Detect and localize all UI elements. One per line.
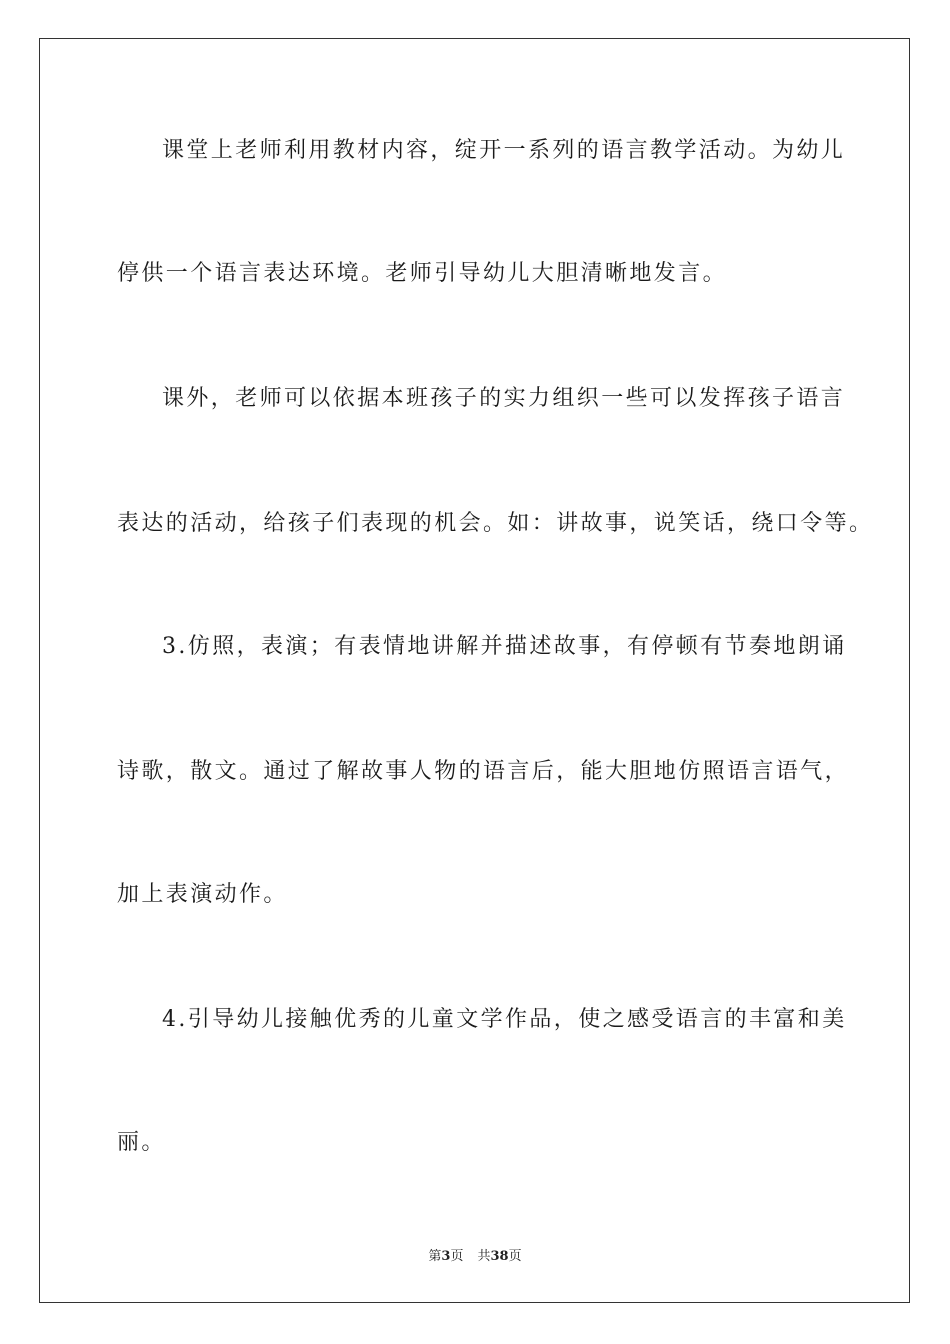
paragraph-1-line-2: 停供一个语言表达环境。老师引导幼儿大胆清晰地发言。 xyxy=(117,261,728,286)
paragraph-1-line-1: 课堂上老师利用教材内容，绽开一系列的语言教学活动。为幼儿 xyxy=(162,138,846,163)
paragraph-2-line-1: 课外，老师可以依据本班孩子的实力组织一些可以发挥孩子语言 xyxy=(162,386,846,411)
paragraph-3-line-2: 诗歌，散文。通过了解故事人物的语言后，能大胆地仿照语言语气， xyxy=(117,759,850,784)
total-suffix: 页 xyxy=(508,1249,522,1264)
paragraph-2-line-2: 表达的活动，给孩子们表现的机会。如：讲故事，说笑话，绕口令等。 xyxy=(117,511,874,536)
page-prefix: 第 xyxy=(428,1249,442,1264)
total-pages: 38 xyxy=(490,1249,509,1264)
page-suffix: 页 xyxy=(450,1249,464,1264)
page-frame xyxy=(39,38,910,1303)
paragraph-4-line-1: 4.引导幼儿接触优秀的儿童文学作品，使之感受语言的丰富和美 xyxy=(162,1007,847,1032)
page-number: 3 xyxy=(441,1249,451,1264)
total-prefix: 共 xyxy=(477,1249,491,1264)
paragraph-4-line-2: 丽。 xyxy=(117,1130,166,1155)
paragraph-3-line-1: 3.仿照，表演；有表情地讲解并描述故事，有停顿有节奏地朗诵 xyxy=(162,634,847,659)
page-footer xyxy=(0,1248,950,1266)
paragraph-3-line-3: 加上表演动作。 xyxy=(117,882,288,907)
